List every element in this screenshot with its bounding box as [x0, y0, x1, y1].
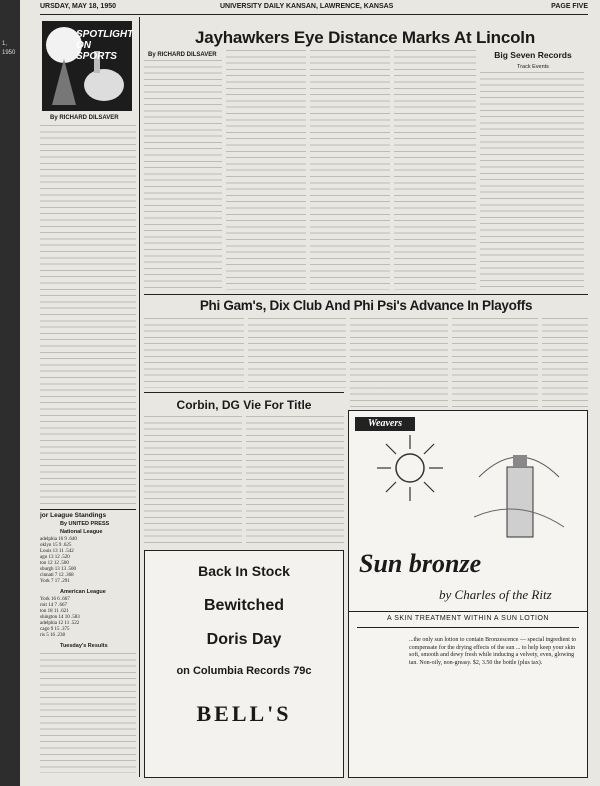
folio-bar: [40, 0, 588, 14]
column-rule-left: [139, 17, 140, 777]
standings-row: oklyn 15 9 .625: [40, 543, 72, 548]
standings-row: sburgh 13 13 .500: [40, 567, 77, 572]
phi-gams-col-5: [542, 318, 588, 408]
doris-day-ad: [144, 550, 344, 778]
weavers-logo: Weavers: [355, 417, 415, 431]
standings-row: adelphia 16 9 .640: [40, 537, 77, 542]
ad-rule: [349, 611, 587, 612]
corbin-col-1: [144, 416, 242, 546]
jayhawkers-col-1: [144, 60, 222, 290]
national-league-heading: National League: [60, 529, 103, 535]
folio-paper-name: UNIVERSITY DAILY KANSAN, LAWRENCE, KANSAS: [220, 3, 394, 10]
ad-rule-2: [357, 627, 579, 628]
national-league-table: [40, 537, 136, 585]
corbin-rule: [144, 392, 344, 393]
ad-columbia-records: on Columbia Records 79c: [176, 665, 312, 677]
ad-copy: ...the only sun lotion to contain Bronzescence — special ingredient to compensate for the drying effects of the sun ... to help keep your skin soft, smooth and dewy fresh while inducing a velvety, even, glowing tan. Non-oily, non-greasy. $2, 3.50 the bottle (plus tax).: [409, 637, 577, 666]
standings-rule: [40, 509, 136, 510]
ad-tagline: A SKIN TREATMENT WITHIN A SUN LOTION: [387, 615, 549, 622]
jayhawkers-col-3: [310, 50, 390, 290]
standings-row: adelphia 12 11 .522: [40, 621, 80, 626]
folio-date: URSDAY, MAY 18, 1950: [40, 3, 117, 10]
weavers-sunbronze-ad: [348, 410, 588, 778]
phi-gams-col-1: [144, 318, 244, 388]
standings-row: cago 9 15 .375: [40, 627, 70, 632]
binding-gutter: [0, 0, 20, 786]
spotlight-logo: [42, 21, 132, 111]
standings-row: ris 5 16 .238: [40, 633, 65, 638]
ad-bells-store: BELL'S: [196, 701, 292, 726]
standings-row: York 16 6 .667: [40, 597, 70, 602]
standings-title: jor League Standings: [40, 512, 107, 519]
big-seven-records-box: [480, 50, 586, 290]
results-text: [40, 653, 136, 773]
standings-source: By UNITED PRESS: [60, 521, 110, 527]
big-seven-title: Big Seven Records: [494, 50, 572, 60]
jayhawkers-col-2: [226, 50, 306, 290]
standings-row: ago 13 12 .520: [40, 555, 70, 560]
results-heading: Tuesday's Results: [60, 643, 108, 649]
phi-gams-col-2: [248, 318, 346, 388]
ad-bewitched: Bewitched: [203, 597, 284, 614]
standings-row: cinnati 7 12 .368: [40, 573, 74, 578]
folio-page-number: PAGE FIVE: [551, 3, 588, 10]
jayhawkers-col-4: [394, 50, 476, 290]
phi-gams-headline: Phi Gam's, Dix Club And Phi Psi's Advance In Playoffs: [199, 298, 533, 313]
american-league-table: [40, 597, 136, 639]
corbin-col-2: [246, 416, 344, 546]
spotlight-logo-text: SPOTLIGHT ON SPORTS: [76, 29, 134, 62]
phi-gams-col-4: [452, 318, 538, 408]
standings-row: York 7 17 .291: [40, 579, 70, 584]
spotlight-body-text: [40, 125, 136, 505]
folio-rule: [40, 14, 588, 15]
spotlight-byline: By RICHARD DILSAVER: [50, 115, 119, 121]
bottle-illustration-icon: [469, 437, 569, 547]
section-rule-1: [144, 294, 588, 295]
standings-row: Louis 13 11 .542: [40, 549, 74, 554]
big-seven-subtitle: Track Events: [517, 64, 549, 70]
spotlight-column: [40, 17, 138, 777]
charles-of-the-ritz: by Charles of the Ritz: [439, 587, 552, 602]
sun-bronze-product: Sun bronze: [359, 549, 482, 578]
ad-doris-day: Doris Day: [206, 631, 282, 648]
standings-row: roit 14 7 .667: [40, 603, 67, 608]
sun-icon: [375, 433, 445, 503]
standings-row: shington 14 10 .583: [40, 615, 80, 620]
standings-row: ton 18 11 .621: [40, 609, 69, 614]
big-seven-records-list: [480, 72, 584, 288]
jayhawkers-headline: Jayhawkers Eye Distance Marks At Lincoln: [194, 28, 536, 47]
american-league-heading: American League: [60, 589, 106, 595]
ad-back-in-stock: Back In Stock: [198, 563, 290, 579]
standings-row: ton 12 12 .500: [40, 561, 69, 566]
phi-gams-col-3: [350, 318, 448, 408]
gutter-text: 1, 1950: [2, 41, 16, 56]
corbin-headline: Corbin, DG Vie For Title: [176, 398, 312, 412]
jayhawkers-byline: By RICHARD DILSAVER: [148, 52, 217, 58]
